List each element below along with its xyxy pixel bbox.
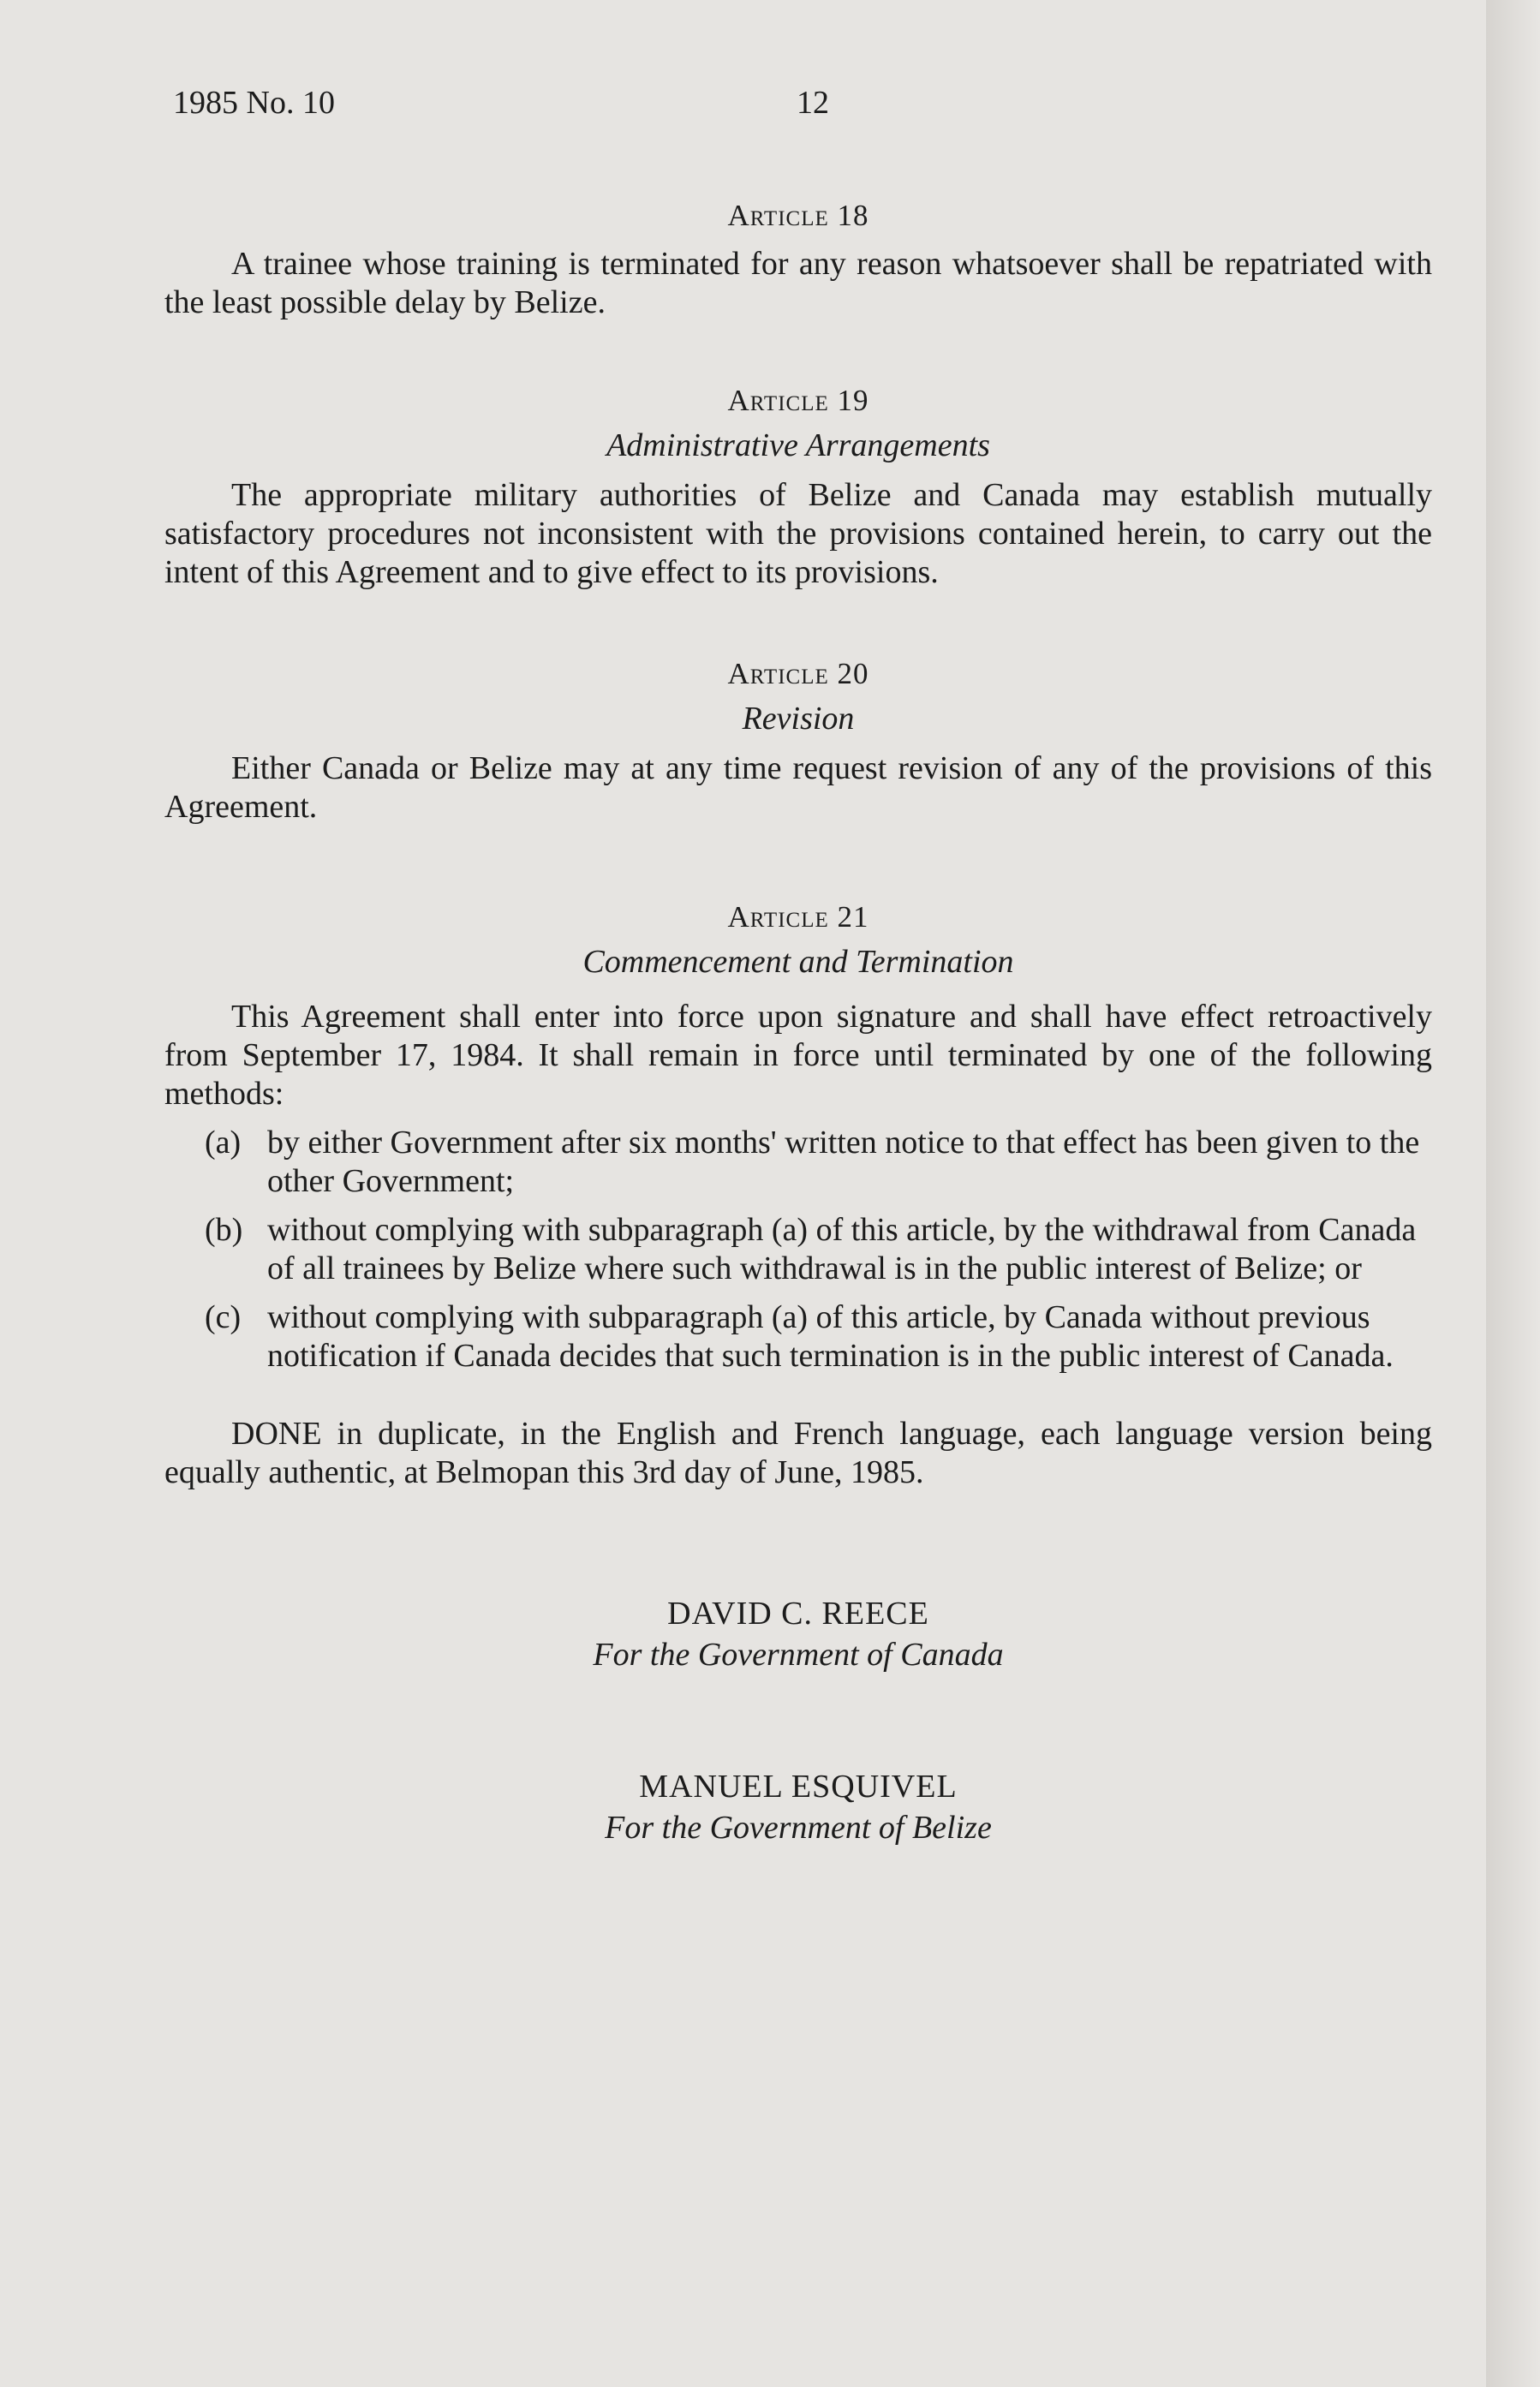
list-marker: (a)	[205, 1125, 242, 1161]
article-subtitle: Revision	[742, 701, 855, 737]
article-heading: Article 21	[727, 900, 869, 934]
article-20	[164, 657, 1432, 826]
document-body	[164, 199, 1432, 1848]
article-subtitle: Commencement and Termination	[582, 944, 1014, 980]
article-paragraph: Either Canada or Belize may at any time request revision of any of the provisions of this Agreement.	[164, 750, 1432, 825]
signatory-name: DAVID C. REECE	[667, 1596, 929, 1632]
list-item-text: by either Government after six months' written notice to that effect has been given to the other Government;	[267, 1125, 1420, 1199]
article-subtitle: Administrative Arrangements	[606, 427, 990, 463]
statute-reference: 1985 No. 10	[173, 85, 335, 121]
list-item	[164, 1124, 1432, 1201]
signatory-name: MANUEL ESQUIVEL	[639, 1769, 958, 1805]
list-item	[164, 1211, 1432, 1288]
list-item-text: without complying with subparagraph (a) of this article, by the withdrawal from Canada of all trainees by Belize where such withdrawal is in the public interest of Belize; or	[267, 1212, 1417, 1286]
list-item	[164, 1298, 1432, 1376]
closing-paragraph: DONE in duplicate, in the English and French language, each language version being equally authentic, at Belmopan this 3rd day of June, 1985.	[164, 1416, 1432, 1490]
article-paragraph: The appropriate military authorities of Belize and Canada may establish mutually satisfactory procedures not inconsistent with the provisions contained herein, to carry out the intent of this Agreement and to give effect to its provisions.	[164, 477, 1432, 590]
article-paragraph: This Agreement shall enter into force upon signature and shall have effect retroactively from September 17, 1984. It shall remain in force until terminated by one of the following methods:	[164, 999, 1432, 1112]
signature-block-canada	[164, 1593, 1432, 1675]
article-heading: Article 18	[727, 199, 869, 232]
list-item-text: without complying with subparagraph (a) of this article, by Canada without previous notification if Canada decides that such termination is in the public interest of Canada.	[267, 1299, 1394, 1374]
article-heading: Article 20	[727, 657, 869, 690]
signature-block-belize	[164, 1766, 1432, 1848]
signatory-government: For the Government of Belize	[605, 1810, 992, 1846]
article-paragraph: A trainee whose training is terminated for any reason whatsoever shall be repatriated with the least possible delay by Belize.	[164, 246, 1432, 320]
list-marker: (c)	[205, 1299, 242, 1335]
article-19	[164, 384, 1432, 592]
page-edge-shadow	[1486, 0, 1540, 2387]
page-number: 12	[797, 85, 829, 121]
list-marker: (b)	[205, 1212, 243, 1248]
article-heading: Article 19	[727, 384, 869, 417]
article-18	[164, 199, 1432, 322]
signatory-government: For the Government of Canada	[593, 1637, 1004, 1673]
termination-methods-list	[164, 1124, 1432, 1376]
article-21	[164, 900, 1432, 1376]
